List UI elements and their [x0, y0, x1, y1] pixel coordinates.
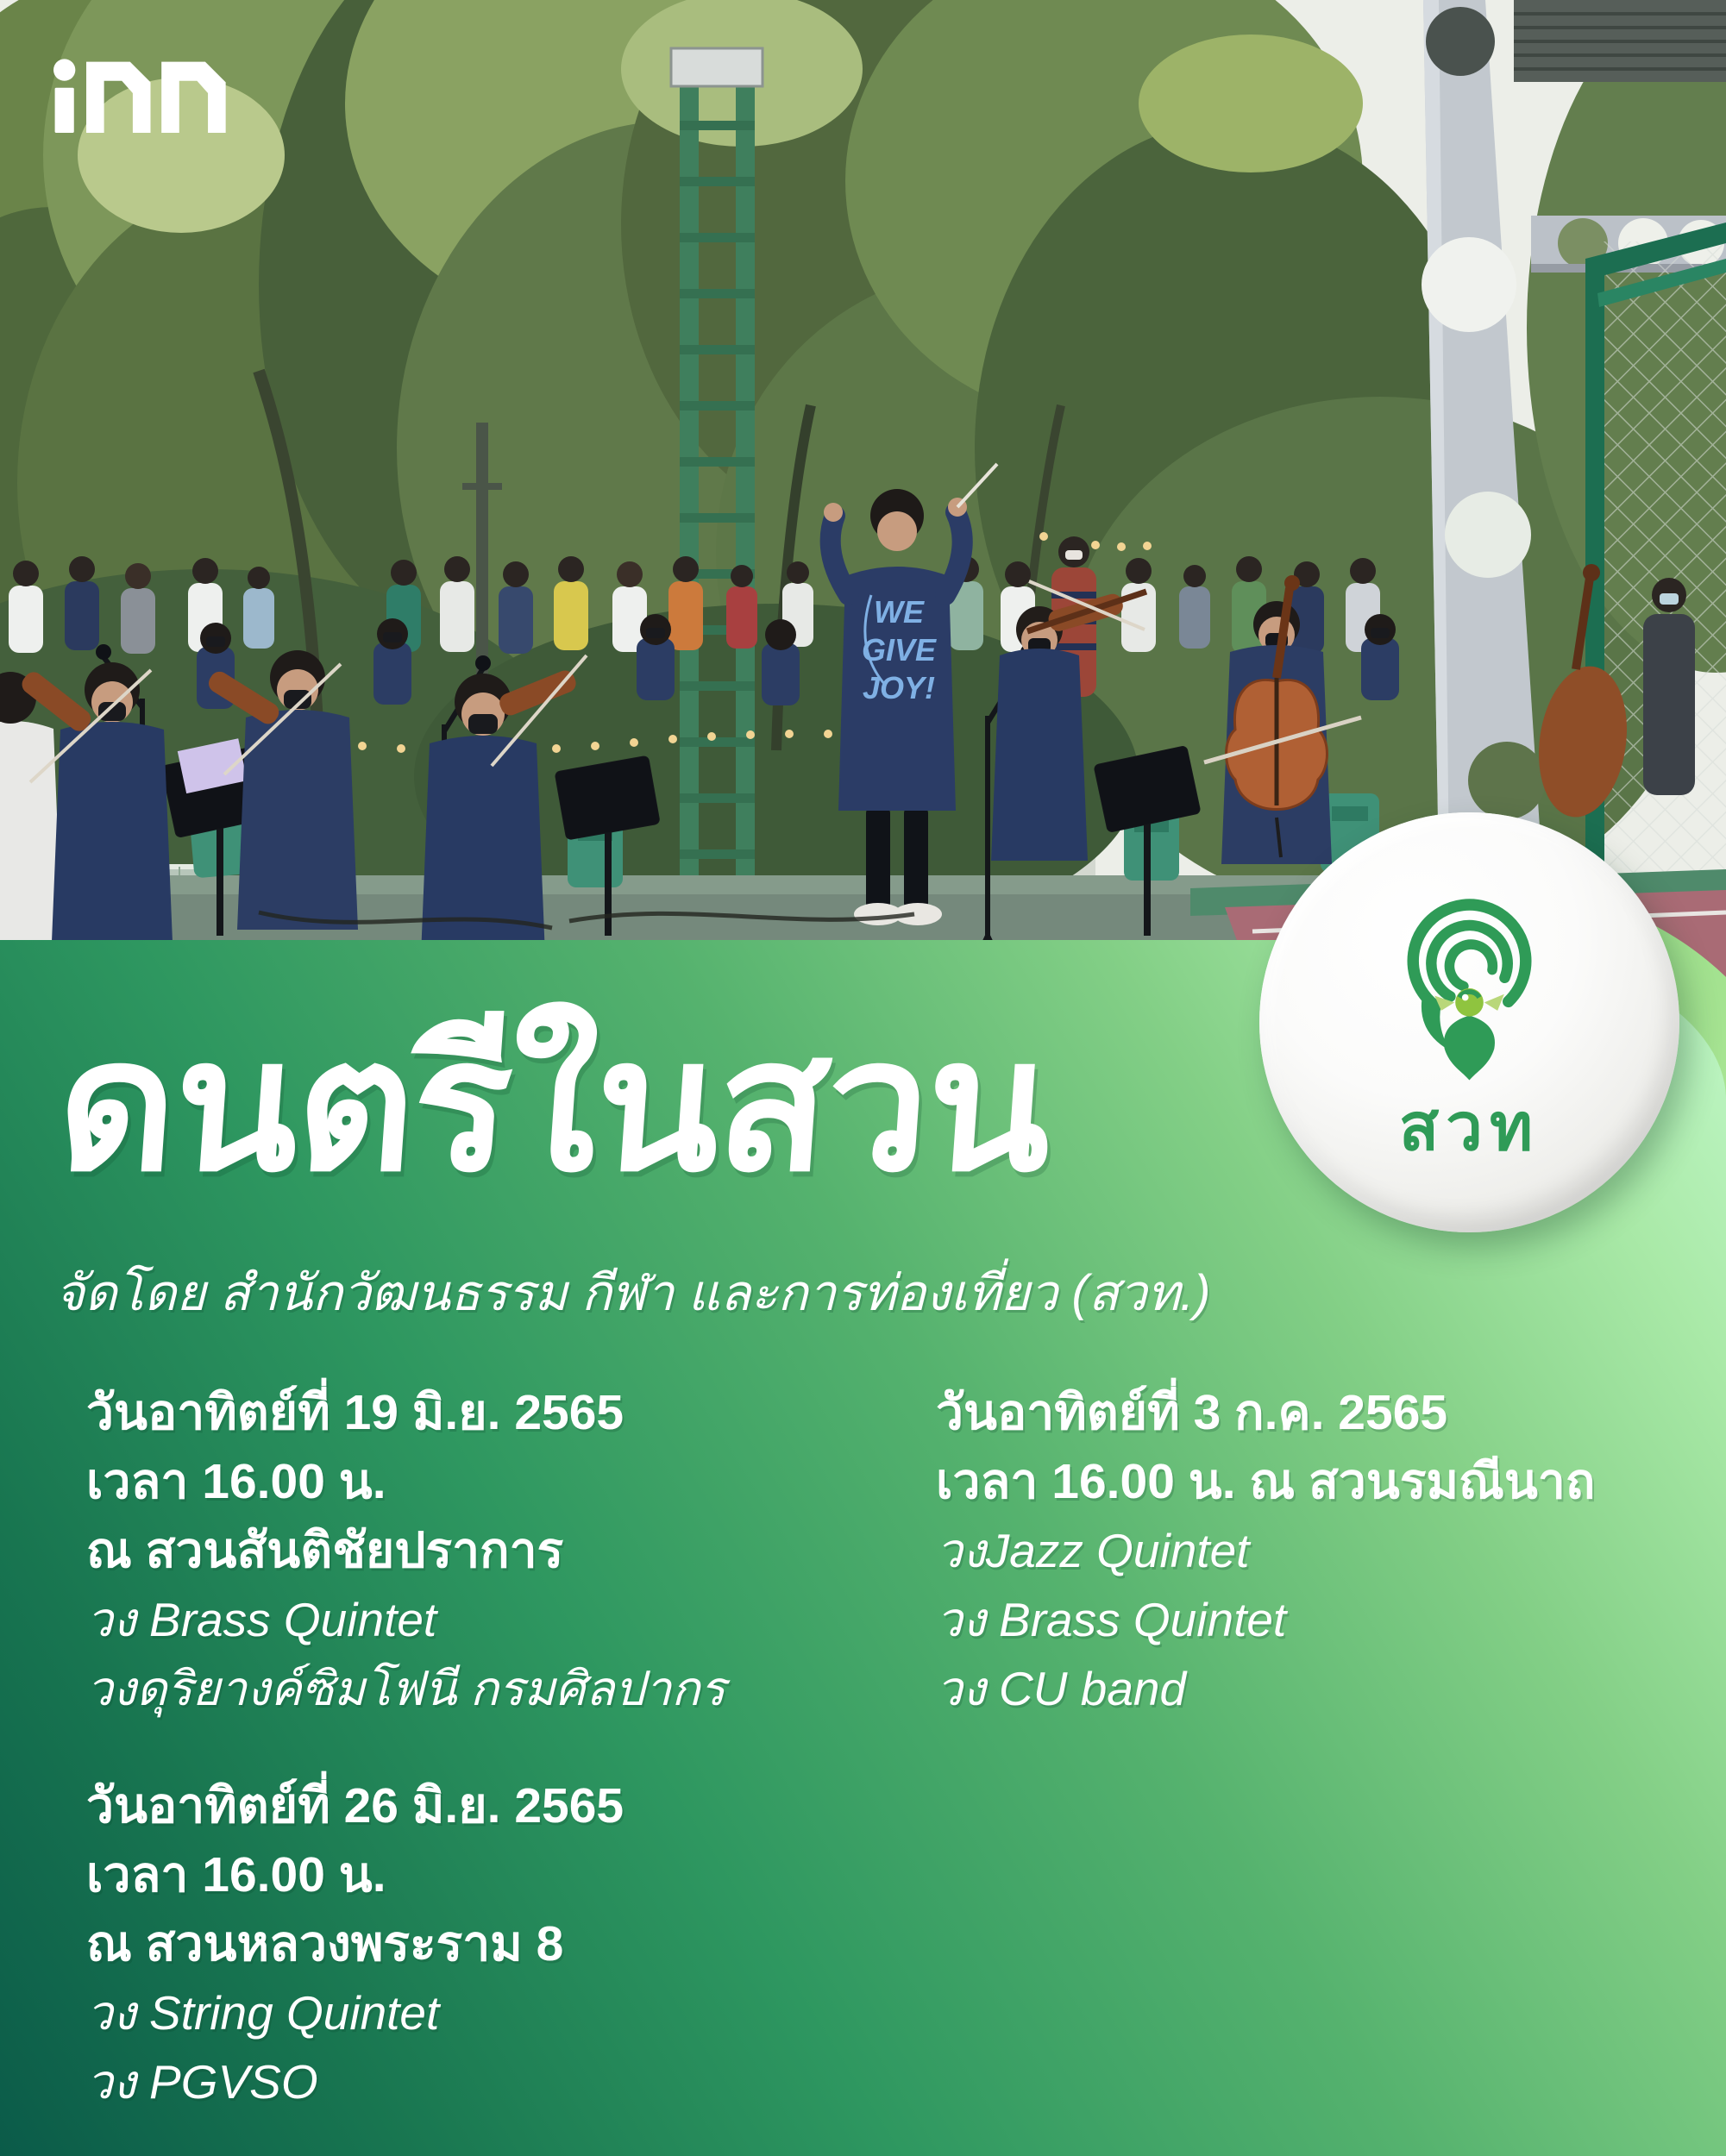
event-block-2: [936, 1378, 1595, 1723]
inn-logo: [53, 48, 231, 145]
band-name: วง CU band: [936, 1662, 1187, 1715]
event-date: วันอาทิตย์ที่ 19 มิ.ย. 2565: [86, 1385, 624, 1440]
shirt-text-line: WE: [874, 594, 924, 630]
poster-title: ดนตรีในสวน: [51, 1003, 1057, 1207]
event-date: วันอาทิตย์ที่ 3 ก.ค. 2565: [936, 1385, 1448, 1440]
org-logo-icon: [1372, 885, 1566, 1092]
band-name: วงJazz Quintet: [936, 1524, 1250, 1577]
event-time: เวลา 16.00 น.: [86, 1847, 386, 1902]
inn-logo-i-dot: [53, 59, 75, 80]
band-name: วง PGVSO: [86, 2055, 318, 2109]
shirt-text-line: GIVE: [861, 632, 937, 667]
event-time: เวลา 16.00 น.: [86, 1454, 386, 1509]
org-badge: [1259, 812, 1679, 1232]
band-name: วง Brass Quintet: [86, 1593, 437, 1646]
band-name: วง String Quintet: [86, 1986, 440, 2040]
poster-subtitle: จัดโดย สำนักวัฒนธรรม กีฬา และการท่องเที่ยว (สวท.): [55, 1265, 1211, 1321]
fence: [1585, 222, 1726, 927]
event-venue: ณ สวนสันติชัยปราการ: [86, 1523, 564, 1578]
band-name: วง Brass Quintet: [936, 1593, 1287, 1646]
event-date: วันอาทิตย์ที่ 26 มิ.ย. 2565: [86, 1778, 624, 1833]
event-block-1: [86, 1378, 725, 1723]
event-block-3: [86, 1771, 624, 2116]
event-venue: ณ สวนหลวงพระราม 8: [86, 1916, 564, 1971]
band-name: วงดุริยางค์ซิมโฟนี กรมศิลปากร: [86, 1662, 726, 1715]
shirt-text-line: JOY!: [862, 670, 936, 705]
event-time-venue: เวลา 16.00 น. ณ สวนรมณีนาถ: [936, 1454, 1596, 1509]
org-badge-label: สวท: [1398, 1091, 1541, 1164]
